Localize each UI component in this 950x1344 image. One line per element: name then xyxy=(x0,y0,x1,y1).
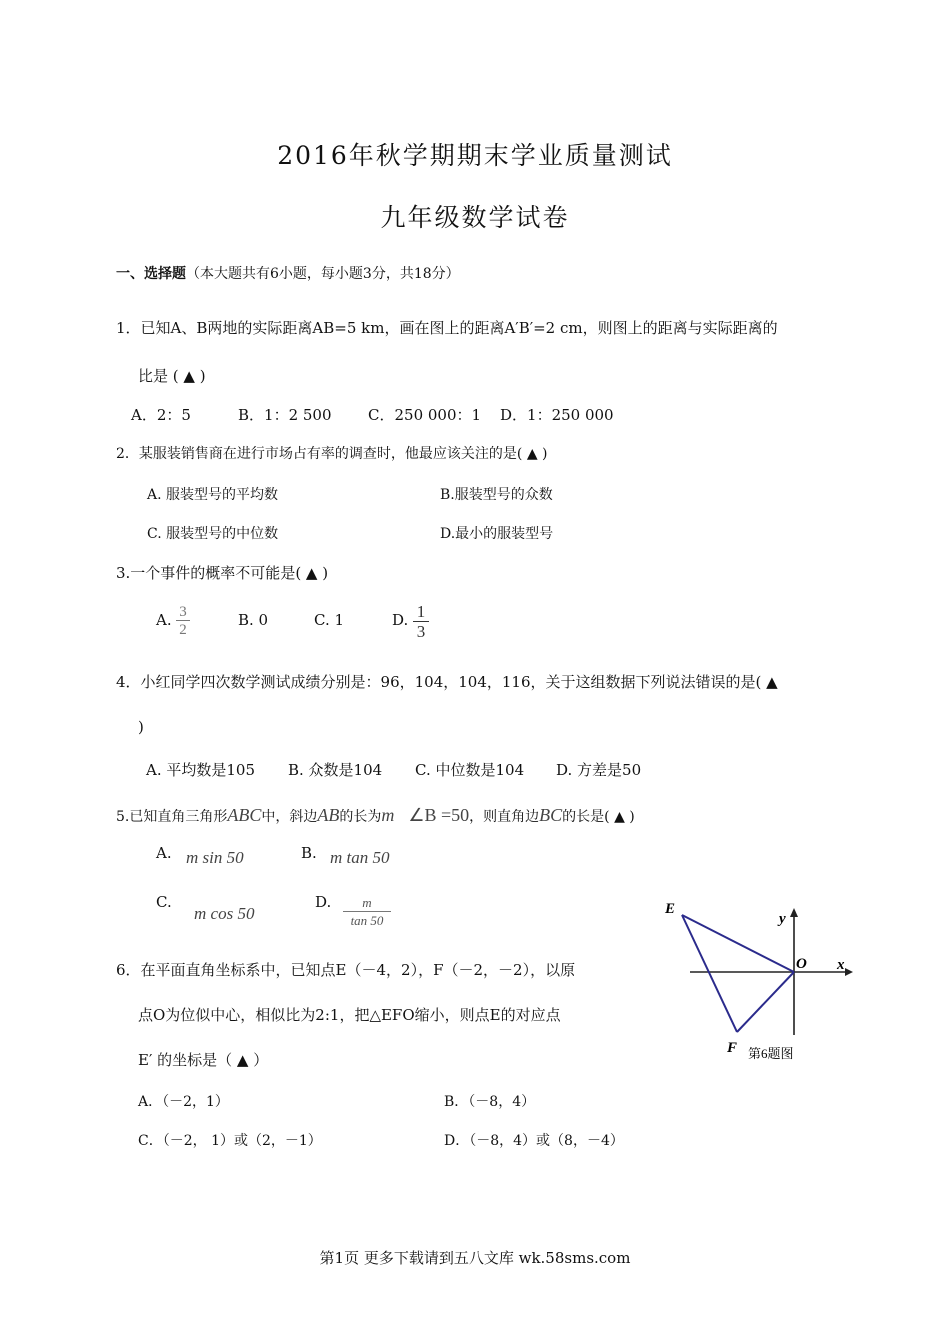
q4-stem-line1: 4．小红同学四次数学测试成绩分别是：96，104，104，116，关于这组数据下列说法错误的是( ▲ xyxy=(116,673,778,691)
exam-title: 2016年秋学期期末学业质量测试 xyxy=(277,141,673,170)
q5-option-d-denominator: tan 50 xyxy=(350,913,384,928)
q3-option-d-denominator: 3 xyxy=(416,622,426,641)
q1-stem-line1: 1．已知A、B两地的实际距离AB=5 km，画在图上的距离A′B′=2 cm，则图上的距离与实际距离的 xyxy=(116,319,778,337)
q1-option-b: B．1：2 500 xyxy=(238,406,332,424)
q3-option-a-numerator: 3 xyxy=(179,604,187,620)
q6-stem-line2: 点O为位似中心，相似比为2:1，把△EFO缩小，则点E的对应点 xyxy=(138,1006,561,1024)
q5-option-d-label: D. xyxy=(315,893,332,911)
q1-option-a: A．2：5 xyxy=(131,406,191,424)
exam-subtitle: 九年级数学试卷 xyxy=(380,203,570,232)
q3-option-d-fraction xyxy=(413,603,429,642)
section-heading-note: （本大题共有6小题，每小题3分，共18分） xyxy=(186,266,460,282)
q3-option-a-fraction xyxy=(176,604,190,639)
q1-option-c: C．250 000：1 xyxy=(368,406,482,424)
q4-option-c: C. 中位数是104 xyxy=(415,761,525,779)
q4-option-d: D. 方差是50 xyxy=(556,761,642,779)
q5-stem-end: 的长是( ▲ ) xyxy=(562,809,635,825)
q6-option-c: C．（－2， 1）或（2，－1） xyxy=(138,1133,322,1149)
q3-option-b: B. 0 xyxy=(238,611,269,629)
q3-option-a-label: A. xyxy=(156,611,172,629)
q5-option-c-expr: m cos 50 xyxy=(194,904,255,923)
segment-ef xyxy=(682,915,737,1032)
q4-stem-line2: ) xyxy=(138,718,144,736)
q5-stem xyxy=(116,805,635,826)
q5-option-c-label: C. xyxy=(156,893,172,911)
q1-option-d: D．1：250 000 xyxy=(500,406,614,424)
segment-fo xyxy=(737,972,794,1032)
q5-option-b-label: B. xyxy=(301,844,317,862)
q6-figure xyxy=(655,895,855,1070)
y-axis-label: y xyxy=(779,911,786,927)
q5-triangle: ABC xyxy=(227,805,262,825)
q5-option-d-fraction xyxy=(343,895,391,930)
q5-option-d-numerator: m xyxy=(362,895,372,910)
figure-caption: 第6题图 xyxy=(748,1046,794,1061)
q3-option-c: C. 1 xyxy=(314,611,345,629)
q6-option-d: D．（－8，4）或（8，－4） xyxy=(444,1133,624,1149)
q3-stem: 3.一个事件的概率不可能是( ▲ ) xyxy=(116,564,329,582)
q3-option-d-numerator: 1 xyxy=(416,602,426,621)
q5-option-a-expr: m sin 50 xyxy=(186,848,244,867)
q5-stem-mid2: 的长为 xyxy=(339,809,382,825)
section-heading xyxy=(116,263,460,283)
origin-label: O xyxy=(796,956,807,972)
q6-stem-line3: E′ 的坐标是（ ▲ ） xyxy=(138,1051,269,1069)
q6-option-a: A．（－2，1） xyxy=(138,1094,229,1110)
page-footer: 第1页 更多下载请到五八文库 wk.58sms.com xyxy=(319,1249,631,1267)
q4-option-a: A. 平均数是105 xyxy=(146,761,255,779)
q5-angle: ∠B =50 xyxy=(408,805,470,825)
q5-length: m xyxy=(381,805,395,825)
q2-stem: 2．某服装销售商在进行市场占有率的调查时，他最应该关注的是( ▲ ) xyxy=(116,446,548,462)
q6-stem-line1: 6．在平面直角坐标系中，已知点E（－4，2），F（－2，－2），以原 xyxy=(116,961,576,979)
q5-stem-prefix: 5.已知直角三角形 xyxy=(116,809,228,825)
q2-option-b: B.服装型号的众数 xyxy=(440,487,553,503)
q4-option-b: B. 众数是104 xyxy=(288,761,383,779)
q2-option-d: D.最小的服装型号 xyxy=(440,526,554,542)
q3-option-a-denominator: 2 xyxy=(179,622,187,638)
q5-option-b-expr: m tan 50 xyxy=(330,848,390,867)
point-e-label: E xyxy=(665,901,676,917)
q2-option-a: A. 服装型号的平均数 xyxy=(147,487,279,503)
y-axis-arrow xyxy=(790,908,798,917)
q5-hypotenuse: AB xyxy=(317,805,340,825)
x-axis-label: x xyxy=(837,957,845,973)
q5-option-a-label: A. xyxy=(156,844,172,862)
q6-option-b: B．（－8，4） xyxy=(444,1094,536,1110)
q5-stem-mid1: 中，斜边 xyxy=(261,809,318,825)
section-heading-label: 一、选择题 xyxy=(116,266,186,282)
q2-option-c: C. 服装型号的中位数 xyxy=(147,526,279,542)
q5-leg: BC xyxy=(539,805,563,825)
point-f-label: F xyxy=(727,1040,738,1056)
q3-option-d-label: D. xyxy=(392,611,409,629)
x-axis-arrow xyxy=(845,968,853,976)
q5-stem-mid3: ，则直角边 xyxy=(469,809,540,825)
segment-eo xyxy=(682,915,794,972)
q1-stem-line2: 比是 ( ▲ ) xyxy=(138,367,206,385)
